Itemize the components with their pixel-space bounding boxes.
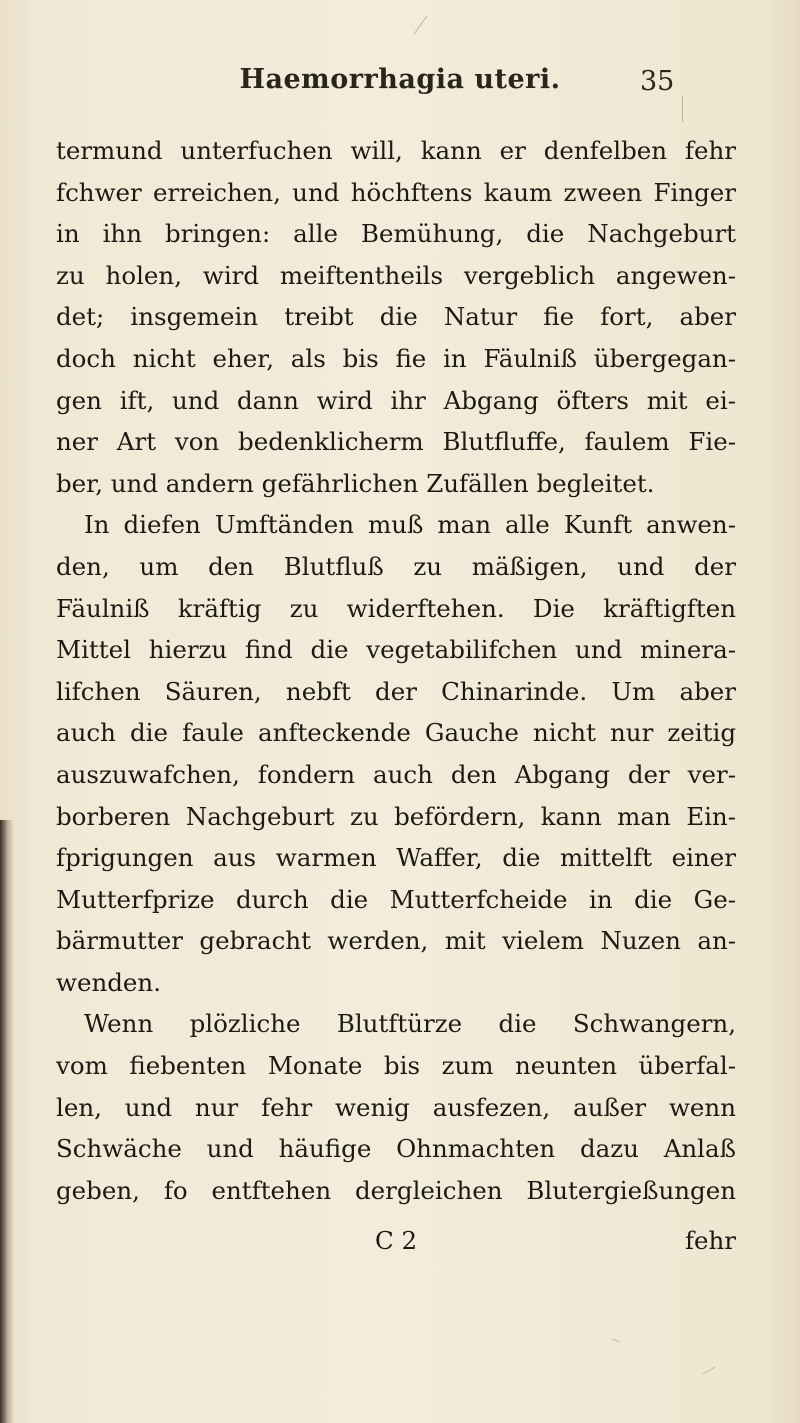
signature-mark: C 2 [374,1226,418,1255]
text-line: det; insgemein treibt die Natur fie fort, aber [56,302,736,332]
text-line: wenden. [56,967,161,997]
page-number: 35 [640,66,675,97]
text-line: fchwer erreichen, und höchftens kaum zween Finger [56,177,736,207]
catchword: fehr [684,1226,736,1255]
text-line: termund unterfuchen will, kann er denfelben fehr [56,136,736,165]
text-line: In diefen Umftänden muß man alle Kunft anwen- [84,510,736,540]
text-line: ber, und andern gefährlichen Zufällen begleitet. [56,468,655,498]
text-line: auszuwafchen, fondern auch den Abgang der ver- [56,759,736,789]
text-line: geben, fo entftehen dergleichen Blutergießungen [56,1175,736,1205]
text-line: borberen Nachgeburt zu befördern, kann man Ein- [56,801,736,831]
text-line: len, und nur fehr wenig ausfezen, außer wenn [56,1092,736,1122]
text-line: den, um den Blutfluß zu mäßigen, und der [56,551,736,581]
text-line: auch die faule anfteckende Gauche nicht nur zeitig [56,718,736,748]
text-line: Fäulniß kräftig zu widerftehen. Die kräftigften [56,593,736,623]
text-line: in ihn bringen: alle Bemühung, die Nachgeburt [56,219,736,249]
body-text [56,130,736,1211]
text-line: Schwäche und häufige Ohnmachten dazu Anlaß [56,1134,736,1164]
running-head [0,64,800,104]
text-line: Mutterfprize durch die Mutterfcheide in die Ge- [56,884,736,914]
paper-speck [682,96,683,122]
text-line: ner Art von bedenklicherm Blutfluffe, faulem Fie- [56,427,736,457]
text-line: bärmutter gebracht werden, mit vielem Nuzen an- [56,926,736,956]
paper-speck [414,16,427,35]
text-line: Wenn plözliche Blutftürze die Schwangern, [84,1009,736,1039]
page-gutter-shadow [0,820,14,1423]
text-line: gen ift, und dann wird ihr Abgang öfters mit ei- [56,385,736,415]
text-line: doch nicht eher, als bis fie in Fäulniß übergegan- [56,343,736,373]
paper-speck [703,1367,716,1375]
text-line: Mittel hierzu find die vegetabilifchen und minera- [56,635,736,665]
paper-speck [612,1338,620,1342]
running-title: Haemorrhagia uteri. [239,64,561,95]
text-line: fprigungen aus warmen Waffer, die mittelft einer [56,843,736,873]
text-line: lifchen Säuren, nebft der Chinarinde. Um aber [56,676,736,706]
text-line: zu holen, wird meiftentheils vergeblich angewen- [56,260,736,290]
text-line: vom fiebenten Monate bis zum neunten überfal- [56,1051,736,1081]
